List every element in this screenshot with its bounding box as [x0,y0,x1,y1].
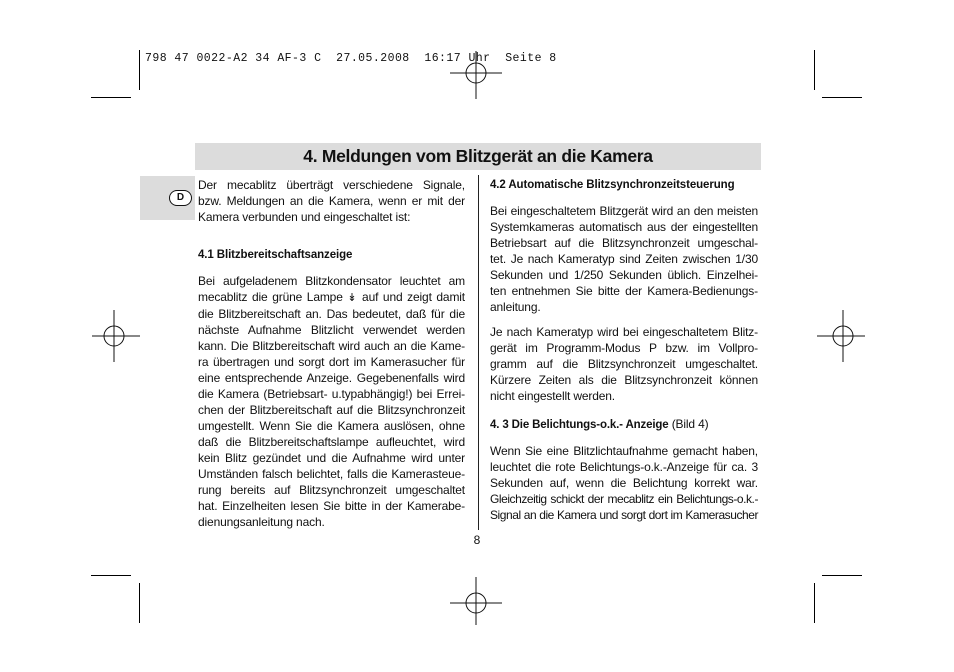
intro-line: Kamera verbunden und eingeschaltet ist: [198,210,411,224]
text-line: nächste Aufnahme Blitzlicht verwendet werden [198,323,465,337]
text-line: Betriebsart auf die Blitzsynchronzeit umgeschal- [490,236,758,250]
text-line: hat. Einzelheiten lesen Sie bitte in der Kamerabe- [198,499,465,513]
intro-line: bzw. Meldungen an die Kamera, wenn er mit der [198,194,465,208]
text-line: Bei eingeschaltetem Blitzgerät wird an den meisten [490,204,758,218]
text-line: Umständen falsch belichtet, falls die Kamerasteue- [198,467,465,481]
heading-4-2: 4.2 Automatische Blitzsynchronzeitsteuerung [490,179,735,191]
text-line: leuchtet die rote Belichtungs-o.k.-Anzeige für ca. 3 [490,460,758,474]
registration-mark-icon [817,310,869,362]
text-line: Bei aufgeladenem Blitzkondensator leuchtet am [198,274,465,288]
text-line: chen der Blitzbereitschaft auf die Blitzsynchronzeit [198,403,465,417]
text-line: Sekunden auf, wenn die Belichtung korrekt war. [490,476,758,490]
text-line: gramm auf die Blitzsynchronzeit umgeschaltet. [490,357,758,371]
text-line [198,289,465,306]
para-4-2-a [490,203,758,315]
text-line: die Kamera (Betriebsart- u.typabhängig!) bei Errei- [198,387,465,401]
text-line: nicht eingestellt werden. [490,389,615,403]
crop-mark [139,50,140,90]
text-line: gerät im Programm-Modus P bzw. im Vollpro- [490,341,758,355]
text-line: dienungsanleitung nach. [198,515,325,529]
text-line: ra übertragen und sorgt dort im Kamerasucher für [198,355,465,369]
column-divider [478,175,479,530]
heading-4-3: 4. 3 Die Belichtungs-o.k.- Anzeige [490,419,669,431]
right-column [490,177,758,523]
text-line: Sekunden und 1/250 Sekunden üblich. Einzelhei- [490,268,758,282]
text-line: kann. Die Blitzbereitschaft wird auch an die Kame- [198,339,465,353]
text-line: ten entnehmen Sie bitte der Kamera-Bedienungs- [490,284,758,298]
para-4-1 [198,273,465,530]
heading-4-1: 4.1 Blitzbereitschaftsanzeige [198,249,353,261]
text-line: eine entsprechende Anzeige. Gegebenenfalls wird [198,371,465,385]
page-number: 8 [473,533,481,547]
crop-mark [139,583,140,623]
crop-mark [822,97,862,98]
figure-reference: (Bild 4) [671,417,709,431]
section-title-bar [195,143,761,170]
crop-mark [822,575,862,576]
text-line: daß die Blitzbereitschaftslampe aufleuchtet, wird [198,435,465,449]
language-badge: D [169,190,192,206]
crop-mark [91,575,131,576]
text-line: Wenn Sie eine Blitzlichtaufnahme gemacht haben, [490,444,758,458]
text-line: Gleichzeitig schickt der mecablitz ein Belichtungs-o.k.- [490,492,758,506]
text-line: Systemkameras automatisch aus der eingestellten [490,220,758,234]
text-line: anleitung. [490,300,541,314]
text-line: tet. Je nach Kameratyp sind Zeiten zwischen 1/30 [490,252,758,266]
text-fragment: mecablitz die grüne Lampe [198,290,343,304]
text-line: kein Blitz gezündet und die Aufnahme wird unter [198,451,465,465]
crop-mark [91,97,131,98]
text-fragment: auf und zeigt damit [362,290,465,304]
crop-mark [814,50,815,90]
section-title: 4. Meldungen vom Blitzgerät an die Kamera [303,146,653,166]
registration-mark-icon [450,577,502,629]
text-line: Signal an die Kamera und sorgt dort im Kamerasucher [490,508,758,522]
left-column [198,177,465,530]
registration-mark-icon [88,310,140,362]
flash-ready-icon: ↡ [347,292,357,304]
para-4-2-b [490,324,758,404]
para-4-3 [490,443,758,523]
text-line: Je nach Kameratyp wird bei eingeschaltetem Blitz- [490,325,758,339]
print-header: 798 47 0022-A2 34 AF-3 C 27.05.2008 16:17 Uhr Seite 8 [145,52,557,65]
text-line: Kürzere Zeiten als die Blitzsynchronzeit können [490,373,758,387]
text-line: rung bereits auf Blitzsynchronzeit umgeschaltet [198,483,465,497]
text-line: die Blitzbereitschaft an. Das bedeutet, daß für die [198,307,465,321]
heading-4-3-line [490,416,758,433]
intro-line: Der mecablitz überträgt verschiedene Signale, [198,178,465,192]
crop-mark [814,583,815,623]
text-line: umgestellt. Wenn Sie die Kamera auslösen, ohne [198,419,465,433]
